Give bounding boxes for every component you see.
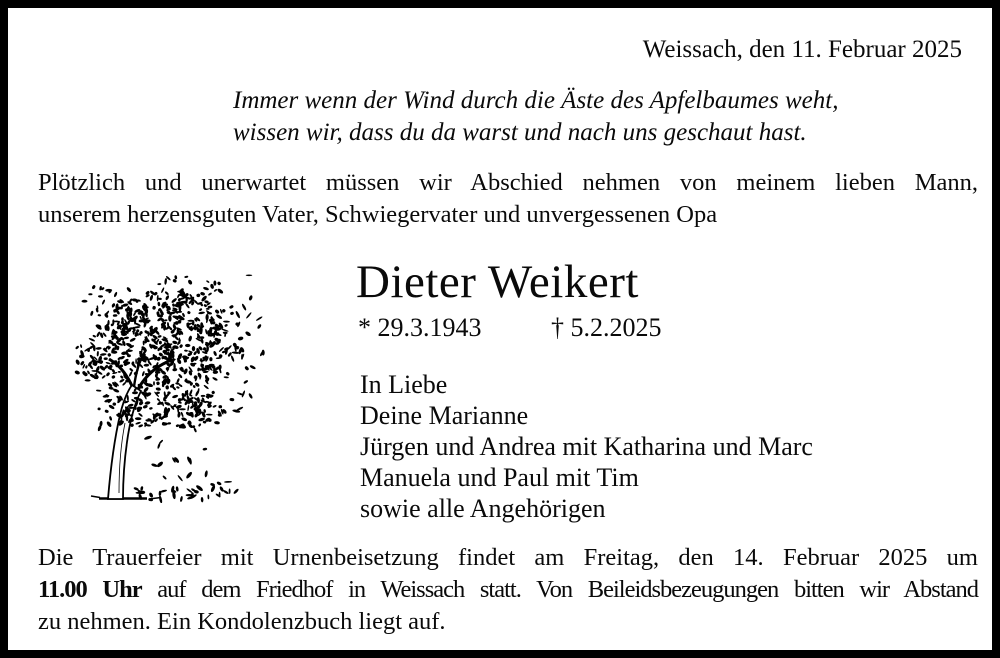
tree-leaf	[104, 398, 112, 403]
tree-leaf	[188, 335, 193, 342]
death-date: † 5.2.2025	[551, 313, 662, 342]
tree-leaf	[97, 407, 101, 410]
tree-leaf	[128, 371, 132, 377]
tree-leaf	[205, 314, 208, 321]
tree-leaf	[98, 295, 103, 298]
tree-leaf	[157, 283, 161, 285]
deceased-name: Dieter Weikert	[356, 256, 639, 308]
tree-leaf	[245, 331, 252, 337]
tree-leaf	[225, 371, 230, 376]
tree-leaf	[112, 402, 116, 406]
tree-leaf	[129, 368, 134, 373]
intro-line-1: Plötzlich und unerwartet müssen wir Abschied nehmen von meinem lieben Mann,	[38, 169, 978, 196]
tree-leaf	[185, 471, 193, 479]
tree-leaf	[156, 381, 160, 385]
tree-leaf	[112, 319, 114, 324]
tree-leaf	[233, 488, 240, 495]
tree-leaf	[235, 310, 241, 318]
tree-leaf	[90, 311, 94, 317]
funeral-time: 11.00 Uhr	[38, 576, 142, 603]
tree-leaf	[97, 351, 99, 357]
tree-leaf	[224, 376, 229, 378]
tree-leaf	[162, 475, 167, 480]
tree-leaf	[126, 286, 132, 292]
tree-leaf	[107, 353, 112, 358]
tree-leaf	[141, 371, 145, 377]
epigraph-verse	[233, 85, 838, 149]
tree-leaf	[187, 311, 191, 315]
tree-leaf	[167, 422, 171, 424]
tree-leaf	[97, 314, 101, 317]
tree-leaf	[155, 387, 161, 391]
tree-leaf	[74, 370, 80, 375]
tree-leaf	[193, 300, 198, 305]
tree-leaf	[214, 368, 216, 373]
tree-leaf	[172, 303, 175, 307]
tree-leaf	[91, 285, 96, 290]
epigraph-line-1: Immer wenn der Wind durch die Äste des Apfelbaumes weht,	[233, 87, 839, 114]
tree-leaf	[151, 463, 158, 468]
tree-leaf	[177, 475, 183, 482]
tree-leaf	[119, 378, 125, 383]
tree-leaf	[158, 495, 162, 503]
tree-leaf	[164, 278, 167, 285]
tree-leaf	[165, 385, 169, 390]
tree-leaf	[178, 398, 182, 402]
tree-leaf	[232, 351, 240, 354]
tree-leaf	[213, 350, 218, 356]
tree-leaf	[222, 489, 229, 494]
tree-leaf	[157, 295, 159, 302]
tree-leaf	[206, 414, 213, 416]
tree-leaf	[96, 347, 102, 350]
tree-leaf	[184, 350, 188, 352]
tree-leaf	[175, 424, 179, 428]
tree-leaf	[135, 358, 137, 364]
tree-leaf	[101, 375, 106, 380]
tree-leaf	[88, 337, 95, 342]
tree-leaf	[113, 314, 118, 317]
mourner-line: Deine Marianne	[360, 401, 529, 430]
tree-leaf	[185, 344, 190, 347]
tree-leaf	[196, 293, 200, 297]
tree-leaf	[216, 481, 222, 486]
tree-leaf	[214, 309, 220, 315]
tree-leaf	[187, 320, 194, 322]
tree-leaf	[207, 494, 209, 499]
funeral-line-1: Die Trauerfeier mit Urnenbeisetzung findet am Freitag, den 14. Februar 2025 um	[38, 544, 978, 571]
tree-leaf	[104, 409, 109, 413]
tree-leaf	[172, 340, 178, 345]
tree-leaf	[212, 376, 218, 381]
tree-leaf	[104, 357, 108, 360]
tree-leaf	[106, 372, 111, 377]
tree-leaf	[214, 421, 220, 425]
tree-leaf	[248, 295, 253, 301]
tree-leaf	[109, 416, 113, 421]
tree-leaf	[248, 393, 253, 399]
tree-leaf	[249, 364, 256, 369]
tree-leaf	[112, 388, 119, 393]
tree-leaf	[211, 390, 216, 395]
tree-leaf	[161, 287, 165, 293]
tree-leaf	[179, 344, 184, 349]
tree-leaf	[201, 497, 204, 503]
birth-date: * 29.3.1943	[358, 313, 482, 342]
tree-leaf	[178, 373, 183, 378]
tree-leaf	[149, 407, 153, 410]
tree-leaf	[140, 486, 144, 491]
tree-trunk	[108, 385, 141, 499]
mourner-line: sowie alle Angehörigen	[360, 494, 606, 523]
tree-leaf	[213, 280, 216, 285]
tree-leaf	[212, 405, 217, 409]
tree-leaf	[174, 275, 177, 280]
tree-leaf	[144, 401, 150, 405]
deceased-block	[356, 255, 639, 309]
tree-leaf	[224, 481, 232, 483]
tree-leaf	[176, 486, 179, 492]
tree-leaf	[202, 447, 207, 450]
tree-leaf	[152, 306, 156, 310]
tree-leaf	[118, 371, 121, 373]
tree-leaf	[138, 424, 143, 428]
epigraph-line-2: wissen wir, dass du da warst und nach uns geschaut hast.	[233, 119, 807, 146]
tree-leaf	[180, 496, 184, 502]
dateline: Weissach, den 11. Februar 2025	[642, 36, 962, 63]
tree-leaf	[229, 489, 231, 494]
tree-leaf	[198, 408, 201, 414]
tree-leaf	[213, 289, 217, 293]
tree-leaf	[241, 303, 247, 311]
tree-leaf	[135, 421, 141, 425]
tree-leaf	[135, 417, 142, 420]
tree-leaf	[198, 423, 202, 427]
tree-leaf	[96, 389, 102, 391]
tree-leaf	[82, 300, 88, 303]
intro-paragraph	[38, 167, 978, 231]
tree-leaf	[102, 394, 109, 398]
tree-leaf	[229, 398, 234, 402]
tree-leaf	[246, 312, 253, 319]
tree-leaf	[142, 404, 148, 409]
life-dates	[358, 311, 678, 345]
tree-leaf	[153, 381, 155, 385]
tree-leaf	[230, 355, 235, 362]
tree-leaf	[193, 427, 197, 432]
tree-leaf	[217, 281, 222, 286]
tree-leaf	[230, 311, 235, 315]
tree-leaf	[129, 337, 136, 343]
funeral-line-2-rest: auf dem Friedhof in Weissach statt. Von Beileidsbezeugungen bitten wir Abstand	[157, 576, 979, 603]
tree-leaf	[192, 346, 195, 351]
tree-leaf	[165, 295, 170, 301]
tree-leaf	[168, 315, 172, 322]
tree-leaf	[75, 359, 81, 366]
tree-leaf	[176, 386, 180, 389]
tree-leaf	[176, 378, 180, 383]
intro-line-2: unserem herzensguten Vater, Schwiegervater und unvergessenen Opa	[38, 201, 718, 228]
tree-leaf	[223, 320, 230, 322]
tree-leaf	[218, 405, 222, 408]
tree-leaf	[197, 367, 200, 371]
tree-leaf	[75, 345, 80, 349]
tree-leaf	[203, 286, 210, 291]
tree-leaf	[218, 364, 222, 370]
funeral-line-3: zu nehmen. Ein Kondolenzbuch liegt auf.	[38, 608, 446, 635]
funeral-details-paragraph	[38, 542, 978, 638]
tree-leaf	[217, 288, 224, 295]
tree-leaf	[148, 492, 153, 498]
tree-leaf	[138, 412, 143, 417]
tree-leaf	[257, 324, 262, 330]
tree-leaf	[113, 291, 117, 297]
tree-leaf	[181, 417, 188, 422]
tree-leaf	[85, 365, 88, 369]
tree-leaf	[209, 357, 212, 361]
tree-leaf	[124, 336, 129, 339]
tree-leaf	[187, 405, 190, 412]
tree-leaf	[96, 370, 103, 375]
tree-leaf	[149, 294, 154, 301]
tree-leaf	[164, 319, 168, 321]
tree-leaf	[156, 398, 160, 402]
tree-leaf	[256, 316, 263, 322]
tree-leaf	[155, 378, 160, 381]
mourner-line: Manuela und Paul mit Tim	[360, 463, 639, 492]
tree-leaf	[144, 364, 150, 367]
tree-leaf	[106, 421, 113, 428]
tree-leaf	[136, 492, 142, 494]
tree-leaf	[206, 280, 210, 283]
tree-leaf	[177, 411, 181, 417]
tree-leaf	[197, 372, 202, 379]
tree-leaf	[208, 292, 213, 296]
tree-leaf	[144, 435, 153, 441]
tree-leaf	[199, 308, 203, 312]
windblown-tree-illustration	[63, 263, 268, 503]
tree-leaf	[164, 291, 169, 296]
mourners-list	[360, 369, 813, 524]
tree-leaf	[137, 361, 140, 366]
tree-leaf	[111, 375, 116, 379]
tree-leaf	[215, 314, 222, 320]
mourner-line: Jürgen und Andrea mit Katharina und Marc	[360, 432, 813, 461]
tree-leaf	[157, 335, 161, 338]
tree-leaf	[187, 279, 193, 285]
tree-leaf	[179, 408, 186, 410]
tree-leaf	[139, 316, 142, 320]
tree-leaf	[246, 275, 253, 277]
tree-leaf	[194, 324, 197, 330]
tree-leaf	[172, 394, 179, 398]
tree-leaf	[164, 401, 171, 406]
funeral-line-2	[38, 574, 978, 606]
tree-leaf	[243, 379, 248, 384]
tree-leaf	[223, 331, 228, 334]
tree-leaf	[224, 323, 228, 327]
tree-leaf	[88, 293, 92, 295]
tree-leaf	[80, 344, 83, 348]
tree-leaf	[101, 299, 105, 305]
tree-leaf	[203, 304, 207, 308]
tree-leaf	[204, 470, 208, 477]
tree-leaf	[157, 302, 160, 307]
tree-leaf	[120, 375, 124, 379]
tree-leaf	[198, 311, 205, 314]
tree-leaf	[180, 412, 184, 418]
mourner-line: In Liebe	[360, 370, 448, 399]
tree-leaf	[158, 439, 163, 444]
tree-leaf	[237, 336, 243, 341]
tree-leaf	[100, 353, 107, 356]
tree-leaf	[201, 395, 206, 397]
tree-leaf	[203, 384, 209, 389]
tree-leaf	[85, 379, 91, 381]
tree-leaf	[184, 276, 188, 279]
tree-leaf	[159, 341, 162, 345]
tree-leaf	[105, 361, 111, 364]
tree-leaf	[92, 334, 96, 337]
tree-leaf	[229, 305, 234, 310]
tree-leaf	[156, 461, 164, 468]
tree-leaf	[200, 291, 206, 296]
tree-leaf	[244, 366, 249, 372]
